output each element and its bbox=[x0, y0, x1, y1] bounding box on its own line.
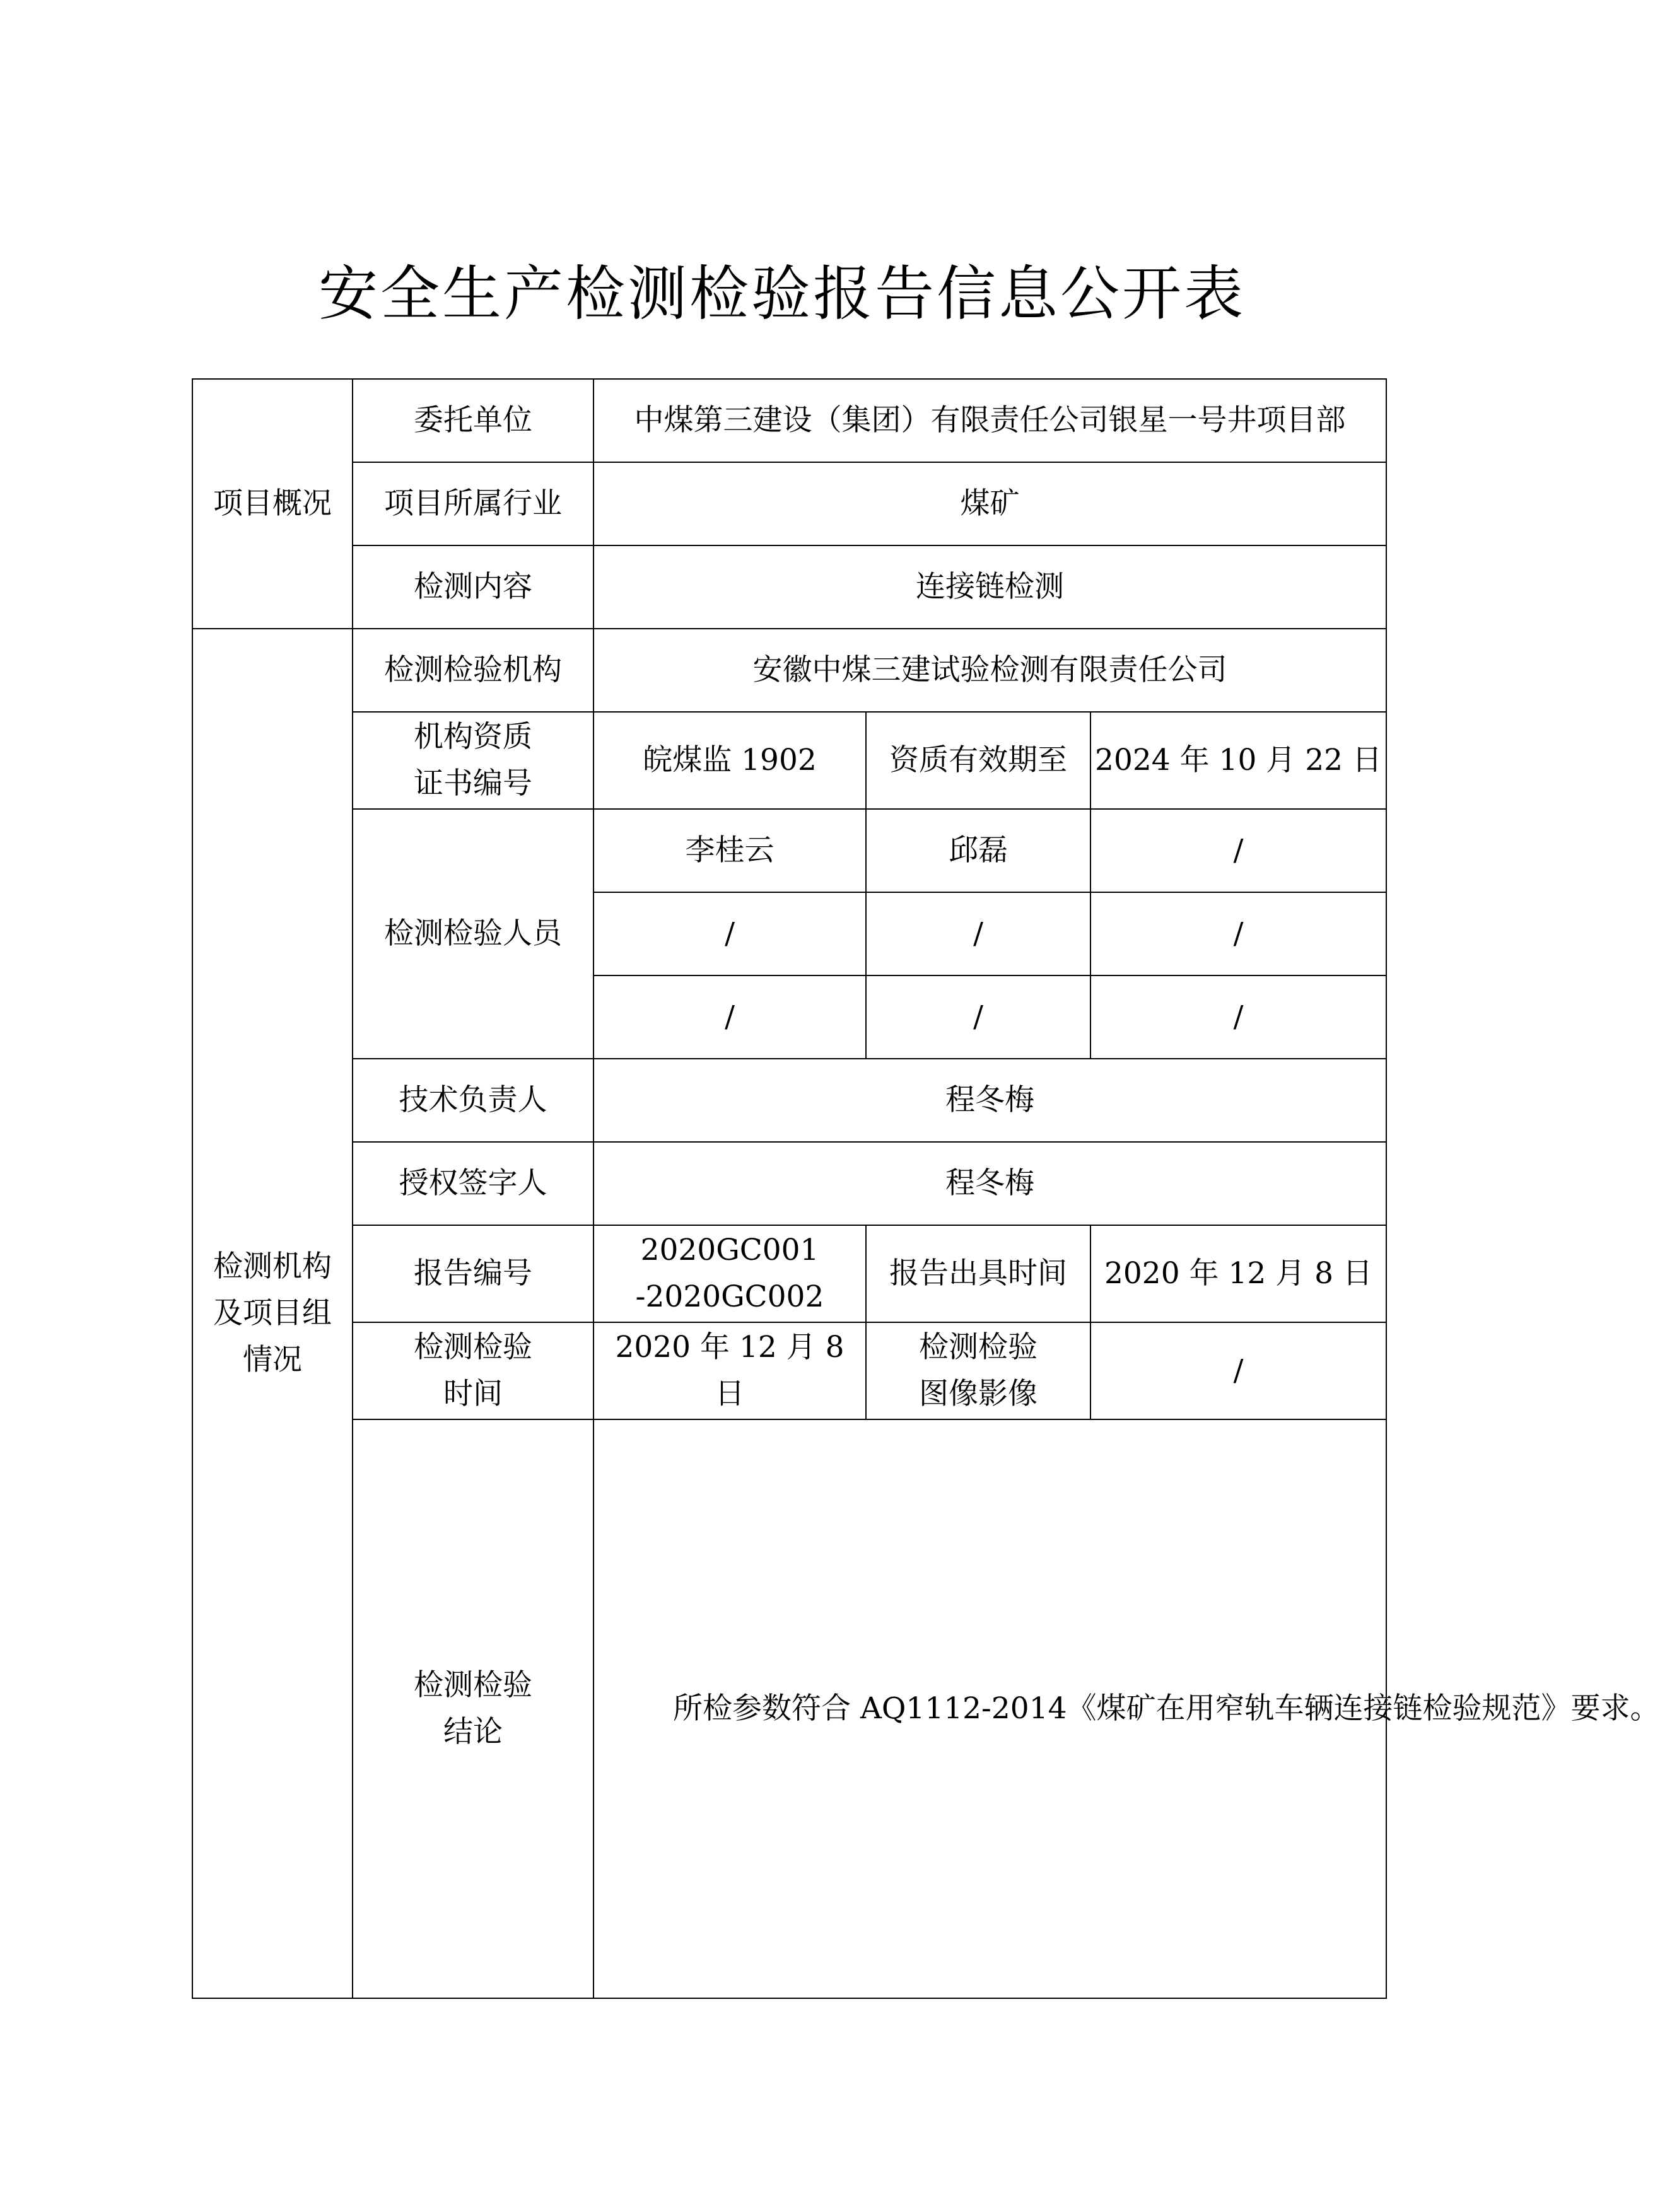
cert-value: 皖煤监 1902 bbox=[593, 712, 866, 809]
staff-cell: 邱磊 bbox=[866, 809, 1090, 892]
issue-time-value: 2020 年 12 月 8 日 bbox=[1090, 1225, 1386, 1322]
staff-cell: / bbox=[1090, 892, 1386, 975]
row-org bbox=[192, 629, 1386, 712]
cert-label bbox=[353, 712, 593, 809]
issue-time-label: 报告出具时间 bbox=[866, 1225, 1090, 1322]
industry-value: 煤矿 bbox=[593, 462, 1386, 545]
staff-label: 检测检验人员 bbox=[353, 809, 593, 1059]
cert-label-line-1: 机构资质 bbox=[414, 719, 532, 754]
conclusion-label bbox=[353, 1419, 593, 1998]
org-value: 安徽中煤三建试验检测有限责任公司 bbox=[593, 629, 1386, 712]
tech-lead-label: 技术负责人 bbox=[353, 1059, 593, 1142]
staff-cell: / bbox=[866, 892, 1090, 975]
content-value: 连接链检测 bbox=[593, 545, 1386, 629]
inspect-time-label bbox=[353, 1322, 593, 1419]
page-title: 安全生产检测检验报告信息公开表 bbox=[318, 260, 1246, 329]
inspect-time-label-line-1: 检测检验 bbox=[414, 1330, 532, 1365]
section-overview-label: 项目概况 bbox=[192, 379, 353, 629]
tech-lead-value: 程冬梅 bbox=[593, 1059, 1386, 1142]
report-no-value bbox=[593, 1225, 866, 1322]
industry-label: 项目所属行业 bbox=[353, 462, 593, 545]
staff-cell: 李桂云 bbox=[593, 809, 866, 892]
section-institution-label bbox=[192, 629, 353, 1998]
staff-cell: / bbox=[593, 892, 866, 975]
inspect-time-value: 2020 年 12 月 8 日 bbox=[593, 1322, 866, 1419]
section-institution-line-2: 及项目组 bbox=[213, 1296, 332, 1330]
row-inspect-time bbox=[192, 1322, 1386, 1419]
cert-label-line-2: 证书编号 bbox=[414, 766, 532, 801]
row-report-no bbox=[192, 1225, 1386, 1322]
images-value: / bbox=[1090, 1322, 1386, 1419]
row-cert bbox=[192, 712, 1386, 809]
row-staff-1 bbox=[192, 809, 1386, 892]
inspect-time-label-line-2: 时间 bbox=[443, 1377, 503, 1411]
conclusion-label-line-2: 结论 bbox=[443, 1714, 503, 1749]
row-conclusion bbox=[192, 1419, 1386, 1998]
images-label-line-2: 图像影像 bbox=[919, 1377, 1038, 1411]
row-content bbox=[192, 545, 1386, 629]
org-label: 检测检验机构 bbox=[353, 629, 593, 712]
conclusion-text: 所检参数符合 AQ1112-2014《煤矿在用窄轨车辆连接链检验规范》要求。 bbox=[593, 1419, 1386, 1998]
row-industry bbox=[192, 462, 1386, 545]
staff-cell: / bbox=[593, 975, 866, 1059]
report-no-line-2: -2020GC002 bbox=[635, 1279, 824, 1314]
signatory-label: 授权签字人 bbox=[353, 1142, 593, 1225]
report-no-line-1: 2020GC001 bbox=[640, 1233, 819, 1267]
staff-cell: / bbox=[1090, 809, 1386, 892]
images-label-line-1: 检测检验 bbox=[919, 1330, 1038, 1365]
report-no-label: 报告编号 bbox=[353, 1225, 593, 1322]
validity-label: 资质有效期至 bbox=[866, 712, 1090, 809]
staff-cell: / bbox=[866, 975, 1090, 1059]
row-client bbox=[192, 379, 1386, 462]
row-signatory bbox=[192, 1142, 1386, 1225]
images-label bbox=[866, 1322, 1090, 1419]
signatory-value: 程冬梅 bbox=[593, 1142, 1386, 1225]
client-value: 中煤第三建设（集团）有限责任公司银星一号井项目部 bbox=[593, 379, 1386, 462]
row-tech-lead bbox=[192, 1059, 1386, 1142]
section-institution-line-3: 情况 bbox=[243, 1342, 302, 1377]
staff-cell: / bbox=[1090, 975, 1386, 1059]
validity-value: 2024 年 10 月 22 日 bbox=[1090, 712, 1386, 809]
client-label: 委托单位 bbox=[353, 379, 593, 462]
section-institution-line-1: 检测机构 bbox=[213, 1249, 332, 1284]
content-label: 检测内容 bbox=[353, 545, 593, 629]
info-table bbox=[192, 378, 1660, 1999]
conclusion-label-line-1: 检测检验 bbox=[414, 1668, 532, 1703]
